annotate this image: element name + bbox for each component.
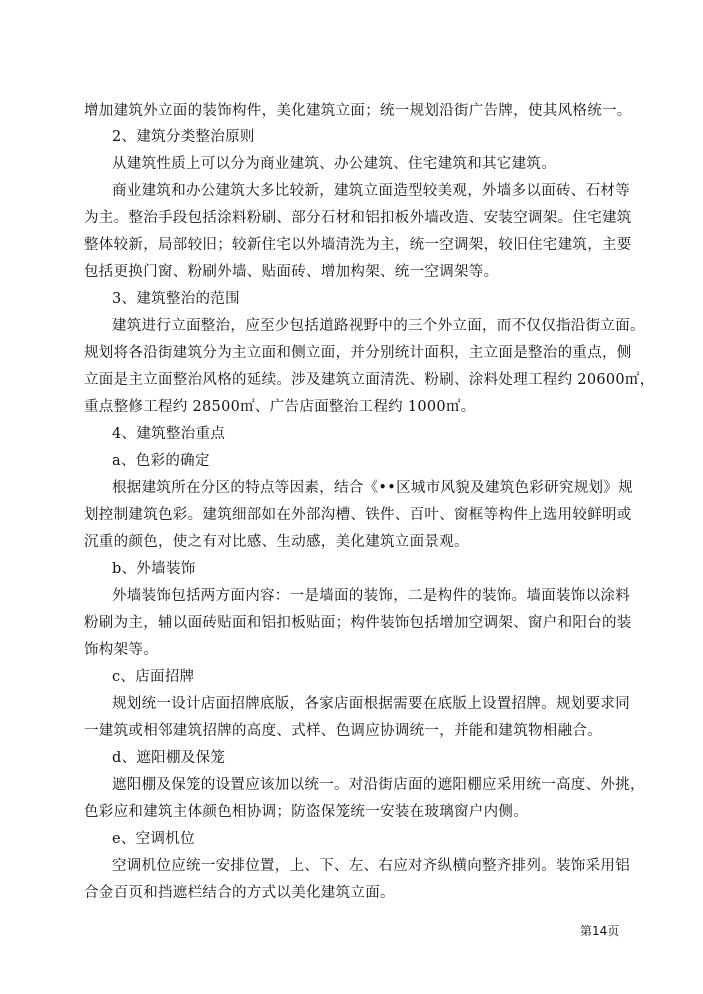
paragraph-line: 外墙装饰包括两方面内容：一是墙面的装饰，二是构件的装饰。墙面装饰以涂料 <box>112 588 630 604</box>
subsection-heading: b、外墙装饰 <box>112 561 196 577</box>
paragraph-line: 粉刷为主，辅以面砖贴面和铝扣板贴面；构件装饰包括增加空调架、窗户和阳台的装 <box>84 615 632 631</box>
paragraph-line: 包括更换门窗、粉刷外墙、贴面砖、增加构架、统一空调架等。 <box>84 264 499 280</box>
section-heading: 2、建筑分类整治原则 <box>112 129 255 145</box>
paragraph-line: 根据建筑所在分区的特点等因素，结合《••区城市风貌及建筑色彩研究规划》规 <box>112 480 633 496</box>
page-number: 第14页 <box>580 924 620 938</box>
paragraph-line: 整体较新，局部较旧；较新住宅以外墙清洗为主，统一空调架，较旧住宅建筑，主要 <box>84 237 632 253</box>
paragraph-line: 划控制建筑色彩。建筑细部如在外部沟槽、铁件、百叶、窗框等构件上选用较鲜明或 <box>84 507 632 523</box>
subsection-heading: a、色彩的确定 <box>112 453 210 469</box>
paragraph-line: 饰构架等。 <box>84 642 158 658</box>
paragraph-line: 建筑进行立面整治，应至少包括道路视野中的三个外立面，而不仅仅指沿街立面。 <box>112 318 645 334</box>
paragraph-line: 立面是主立面整治风格的延续。涉及建筑立面清洗、粉刷、涂料处理工程约 20600㎡， <box>84 372 655 388</box>
paragraph-line: 一建筑或相邻建筑招牌的高度、式样、色调应协调统一，并能和建筑物相融合。 <box>84 723 602 739</box>
paragraph-line: 遮阳棚及保笼的设置应该加以统一。对沿街店面的遮阳棚应采用统一高度、外挑， <box>112 777 645 793</box>
paragraph-line: 规划统一设计店面招牌底版，各家店面根据需要在底版上设置招牌。规划要求同 <box>112 696 630 712</box>
paragraph-line: 合金百页和挡遮栏结合的方式以美化建筑立面。 <box>84 885 395 901</box>
subsection-heading: e、空调机位 <box>112 831 195 847</box>
paragraph-line: 增加建筑外立面的装饰构件，美化建筑立面；统一规划沿街广告牌，使其风格统一。 <box>84 103 632 119</box>
paragraph-line: 色彩应和建筑主体颜色相协调；防盗保笼统一安装在玻璃窗户内侧。 <box>84 804 528 820</box>
paragraph-line: 商业建筑和办公建筑大多比较新，建筑立面造型较美观，外墙多以面砖、石材等 <box>112 183 630 199</box>
paragraph-line: 沉重的颜色，使之有对比感、生动感，美化建筑立面景观。 <box>84 534 469 550</box>
subsection-heading: c、店面招牌 <box>112 669 195 685</box>
paragraph-line: 重点整修工程约 28500㎡、广告店面整治工程约 1000㎡。 <box>84 399 476 415</box>
paragraph-line: 从建筑性质上可以分为商业建筑、办公建筑、住宅建筑和其它建筑。 <box>112 156 556 172</box>
paragraph-line: 为主。整治手段包括涂料粉刷、部分石材和铝扣板外墙改造、安装空调架。住宅建筑 <box>84 210 632 226</box>
subsection-heading: d、遮阳棚及保笼 <box>112 750 226 766</box>
section-heading: 4、建筑整治重点 <box>112 426 226 442</box>
paragraph-line: 规划将各沿街建筑分为主立面和侧立面，并分别统计面积，主立面是整治的重点，侧 <box>84 345 632 361</box>
section-heading: 3、建筑整治的范围 <box>112 291 240 307</box>
paragraph-line: 空调机位应统一安排位置，上、下、左、右应对齐纵横向整齐排列。装饰采用铝 <box>112 858 630 874</box>
